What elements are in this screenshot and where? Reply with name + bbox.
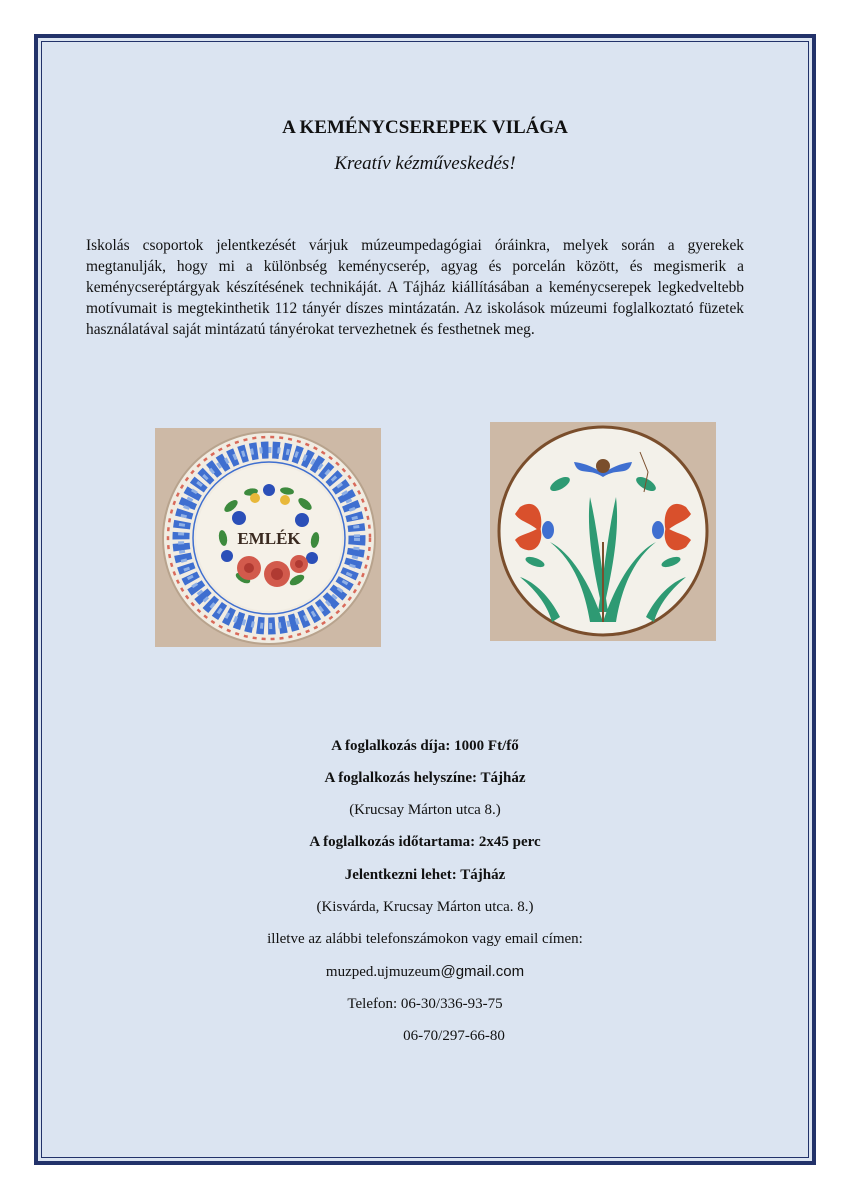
apply-line: Jelentkezni lehet: Tájház	[344, 867, 506, 883]
page-frame	[34, 34, 816, 1165]
plate-tulip-image	[490, 422, 716, 641]
email-address[interactable]	[38, 963, 812, 981]
plate-photo-emlek	[155, 428, 381, 647]
page-title: A KEMÉNYCSEREPEK VILÁGA	[282, 117, 568, 138]
phone-secondary: 06-70/297-66-80	[403, 1028, 505, 1044]
duration-line: A foglalkozás időtartama: 2x45 perc	[309, 834, 541, 850]
intro-paragraph: Iskolás csoportok jelentkezését várjuk múzeumpedagógiai óráinkra, melyek során a gyerekek megtanulják, hogy mi a különbség keménycserép, agyag és porcelán között, és megismerik a keménycseréptárgyak készítésének technikáját. A Tájház kiállításában a keménycserepek legkedveltebb motívumait is megtekinthetik 112 tányér díszes mintázatán. Az iskolások múzeumi foglalkoztató füzetek használatával saját mintázatú tányérokat tervezhetnek és festhetnek meg.	[86, 237, 744, 338]
phone-primary: Telefon: 06-30/336-93-75	[347, 996, 503, 1012]
fee-line: A foglalkozás díja: 1000 Ft/fő	[331, 738, 519, 754]
contact-intro: illetve az alábbi telefonszámokon vagy email címen:	[267, 931, 583, 947]
email-user: muzped.ujmuzeum	[325, 964, 441, 980]
plate-emlek-image	[155, 428, 381, 647]
email-domain: @gmail.com	[440, 963, 525, 980]
plate-photo-tulip	[490, 422, 716, 641]
plate-inscription: EMLÉK	[237, 529, 301, 548]
venue-line: A foglalkozás helyszíne: Tájház	[324, 770, 526, 786]
venue-address: (Krucsay Márton utca 8.)	[349, 802, 501, 818]
apply-address: (Kisvárda, Krucsay Márton utca. 8.)	[316, 899, 534, 915]
page-subtitle: Kreatív kézműveskedés!	[334, 153, 516, 174]
